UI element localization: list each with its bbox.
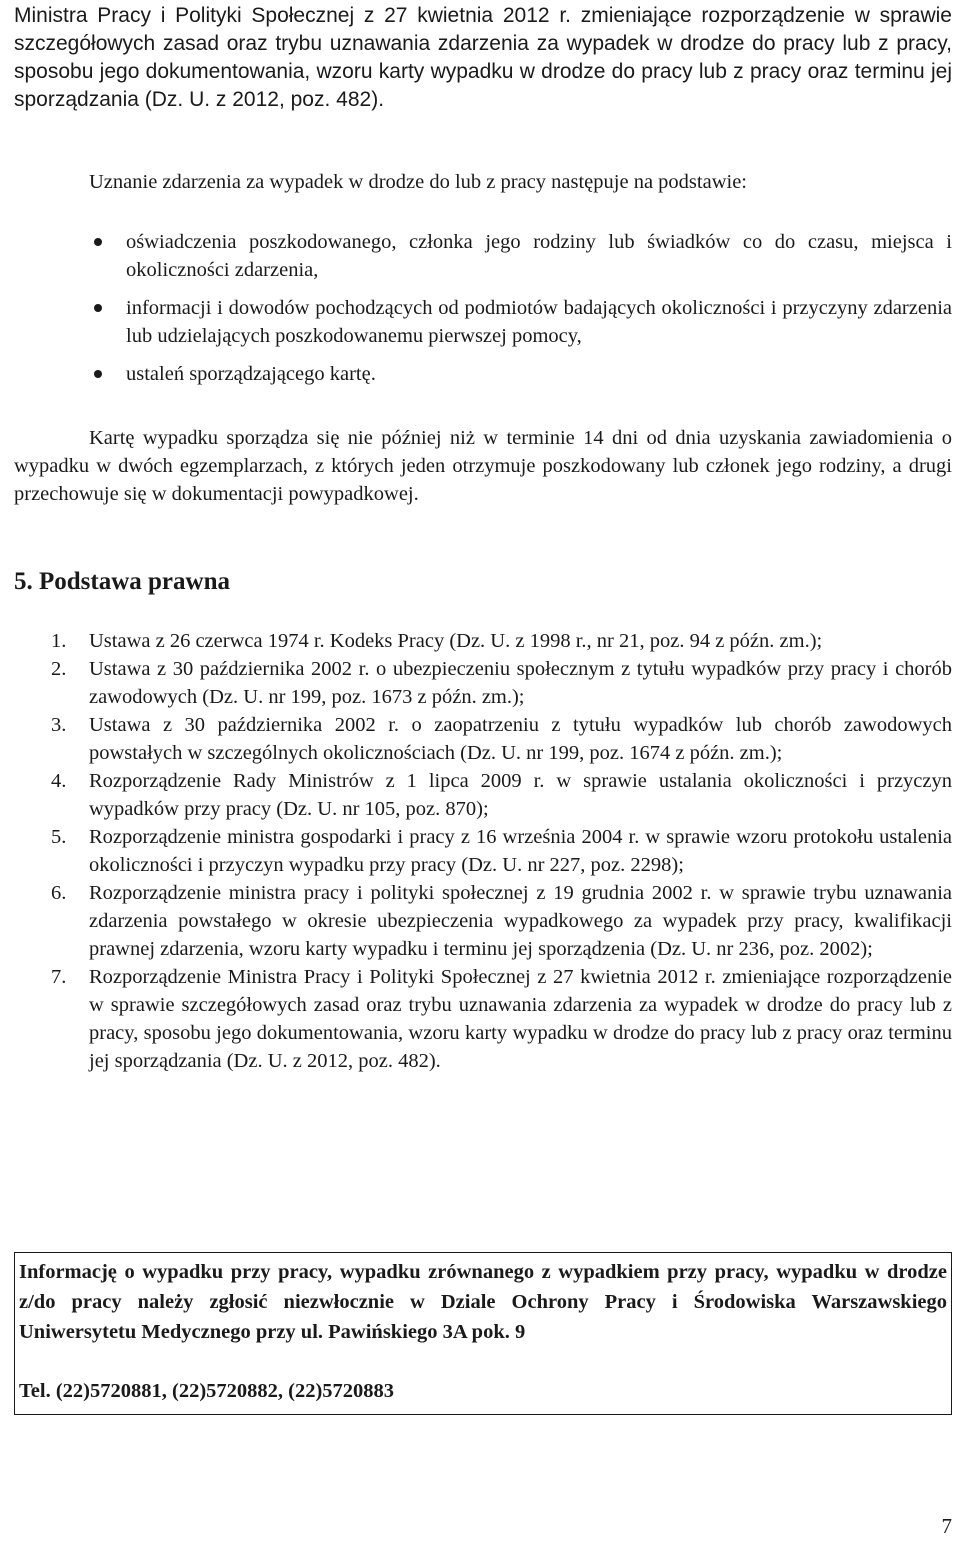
basis-bullet-list [14, 228, 952, 398]
section-heading [14, 566, 230, 598]
legal-basis-item [14, 711, 952, 767]
section-title: Podstawa prawna [39, 568, 230, 595]
bullet-item [14, 228, 952, 284]
legal-basis-item [14, 627, 952, 655]
legal-basis-item [14, 767, 952, 823]
section-number: 5. [14, 568, 33, 595]
item-number: 1. [51, 630, 67, 652]
bullet-item [14, 294, 952, 350]
item-text: Ustawa z 26 czerwca 1974 r. Kodeks Pracy (Dz. U. z 1998 r., nr 21, poz. 94 z późn. zm.); [89, 630, 823, 652]
item-number: 7. [51, 966, 67, 988]
legal-basis-item [14, 823, 952, 879]
bullet-text: informacji i dowodów pochodzących od podmiotów badających okoliczności i przyczyny zdarzenia lub udzielających poszkodowanemu pierwszej pomocy, [126, 297, 952, 347]
legal-basis-item [14, 879, 952, 963]
notice-text: Informację o wypadku przy pracy, wypadku zrównanego z wypadkiem przy pracy, wypadku w drodze z/do pracy należy zgłosić niezwłocznie w Dziale Ochrony Pracy i Środowiska Warszawskiego Uniwersytetu Medycznego przy ul. Pawińskiego 3A pok. 9 [19, 1261, 947, 1343]
bullet-icon [94, 304, 102, 312]
bullet-icon [94, 238, 102, 246]
item-text: Ustawa z 30 października 2002 r. o zaopatrzeniu z tytułu wypadków lub chorób zawodowych powstałych w szczególnych okolicznościach (Dz. U. nr 199, poz. 1674 z późn. zm.); [89, 714, 952, 764]
legal-basis-list [14, 627, 952, 1075]
notice-phone: Tel. (22)5720881, (22)5720882, (22)5720883 [19, 1380, 395, 1402]
page-number: 7 [941, 1514, 952, 1538]
item-text: Rozporządzenie Ministra Pracy i Polityki Społecznej z 27 kwietnia 2012 r. zmieniające rozporządzenie w sprawie szczegółowych zasad oraz trybu uznawania zdarzenia za wypadek w drodze do pracy lub z pracy, sposobu jego dokumentowania, wzoru karty wypadku w drodze do pracy lub z pracy oraz terminu jej sporządzania (Dz. U. z 2012, poz. 482). [89, 966, 952, 1072]
legal-basis-item [14, 655, 952, 711]
accident-card-paragraph: Kartę wypadku sporządza się nie później niż w terminie 14 dni od dnia uzyskania zawiadomienia o wypadku w dwóch egzemplarzach, z których jeden otrzymuje poszkodowany lub członek jego rodziny, a drugi przechowuje się w dokumentacji powypadkowej. [14, 427, 952, 505]
bullet-text: ustaleń sporządzającego kartę. [126, 363, 376, 385]
item-text: Rozporządzenie ministra pracy i polityki społecznej z 19 grudnia 2002 r. w sprawie trybu uznawania zdarzenia powstałego w okresie ubezpieczenia wypadkowego za wypadek przy pracy, kwalifikacji prawnej zdarzenia, wzoru karty wypadku i terminu jej sporządzenia (Dz. U. nr 236, poz. 2002); [89, 882, 952, 960]
bullet-icon [94, 370, 102, 378]
item-number: 5. [51, 826, 67, 848]
legal-basis-item [14, 963, 952, 1075]
regulation-reference-paragraph: Ministra Pracy i Polityki Społecznej z 27 kwietnia 2012 r. zmieniające rozporządzenie w sprawie szczegółowych zasad oraz trybu uznawania zdarzenia za wypadek w drodze do pracy lub z pracy, sposobu jego dokumentowania, wzoru karty wypadku w drodze do pracy lub z pracy oraz terminu jej sporządzania (Dz. U. z 2012, poz. 482). [14, 4, 952, 111]
item-number: 3. [51, 714, 67, 736]
bullet-text: oświadczenia poszkodowanego, członka jego rodziny lub świadków co do czasu, miejsca i okoliczności zdarzenia, [126, 231, 952, 281]
item-number: 2. [51, 658, 67, 680]
bullet-item [14, 360, 952, 388]
item-text: Ustawa z 30 października 2002 r. o ubezpieczeniu społecznym z tytułu wypadków przy pracy i chorób zawodowych (Dz. U. nr 199, poz. 1673 z późn. zm.); [89, 658, 952, 708]
item-text: Rozporządzenie ministra gospodarki i pracy z 16 września 2004 r. w sprawie wzoru protokołu ustalenia okoliczności i przyczyn wypadku przy pracy (Dz. U. nr 227, poz. 2298); [89, 826, 952, 876]
notice-box [14, 1252, 952, 1415]
item-text: Rozporządzenie Rady Ministrów z 1 lipca 2009 r. w sprawie ustalania okoliczności i przyczyn wypadków przy pracy (Dz. U. nr 105, poz. 870); [89, 770, 952, 820]
item-number: 4. [51, 770, 67, 792]
item-number: 6. [51, 882, 67, 904]
intro-paragraph: Uznanie zdarzenia za wypadek w drodze do lub z pracy następuje na podstawie: [89, 171, 747, 193]
